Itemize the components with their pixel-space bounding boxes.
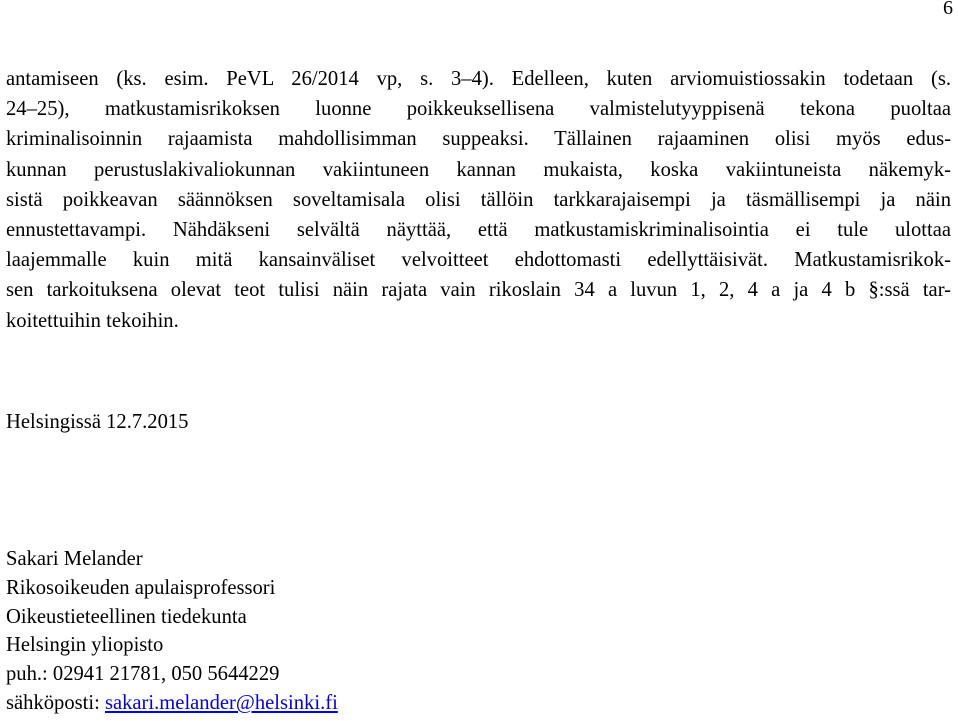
page-number: 6 bbox=[943, 0, 953, 19]
body-line: 24–25), matkustamisrikoksen luonne poikkeuksellisena valmistelutyyppisenä tekona puoltaa bbox=[6, 98, 951, 121]
body-line: sistä poikkeavan säännöksen soveltamisala olisi tällöin tarkkarajaisempi ja täsmällisempi ja näin bbox=[6, 188, 951, 211]
signer-faculty: Oikeustieteellinen tiedekunta bbox=[6, 605, 247, 628]
body-line: ennustettavampi. Nähdäkseni selvältä näyttää, että matkustamiskriminalisointia ei tule ulottaa bbox=[6, 219, 951, 242]
body-paragraph bbox=[6, 64, 951, 336]
signer-phone: puh.: 02941 21781, 050 5644229 bbox=[6, 663, 280, 686]
body-line: sen tarkoituksena olevat teot tulisi näin rajata vain rikoslain 34 a luvun 1, 2, 4 a ja 4 b §:ssä tar- bbox=[6, 279, 951, 302]
signer-name: Sakari Melander bbox=[6, 548, 143, 570]
email-label: sähköposti: bbox=[6, 691, 105, 714]
signature-block bbox=[6, 545, 338, 718]
signer-university: Helsingin yliopisto bbox=[6, 634, 164, 657]
body-line: antamiseen (ks. esim. PeVL 26/2014 vp, s. 3–4). Edelleen, kuten arviomuistiossakin todetaan (s. bbox=[6, 68, 951, 90]
email-link[interactable]: sakari.melander@helsinki.fi bbox=[104, 691, 338, 714]
place-and-date: Helsingissä 12.7.2015 bbox=[6, 411, 189, 433]
body-line: koitettuihin tekoihin. bbox=[6, 309, 179, 332]
body-line: kunnan perustuslakivaliokunnan vakiintuneen kannan mukaista, koska vakiintuneista näkemyk- bbox=[6, 158, 951, 181]
body-line: laajemmalle kuin mitä kansainväliset velvoitteet ehdottomasti edellyttäisivät. Matkustamisrikok- bbox=[6, 249, 951, 272]
body-line: kriminalisoinnin rajaamista mahdollisimman suppeaksi. Tällainen rajaaminen olisi myös edus- bbox=[6, 128, 951, 151]
signer-email-line bbox=[6, 689, 338, 718]
signer-title: Rikosoikeuden apulaisprofessori bbox=[6, 576, 276, 599]
